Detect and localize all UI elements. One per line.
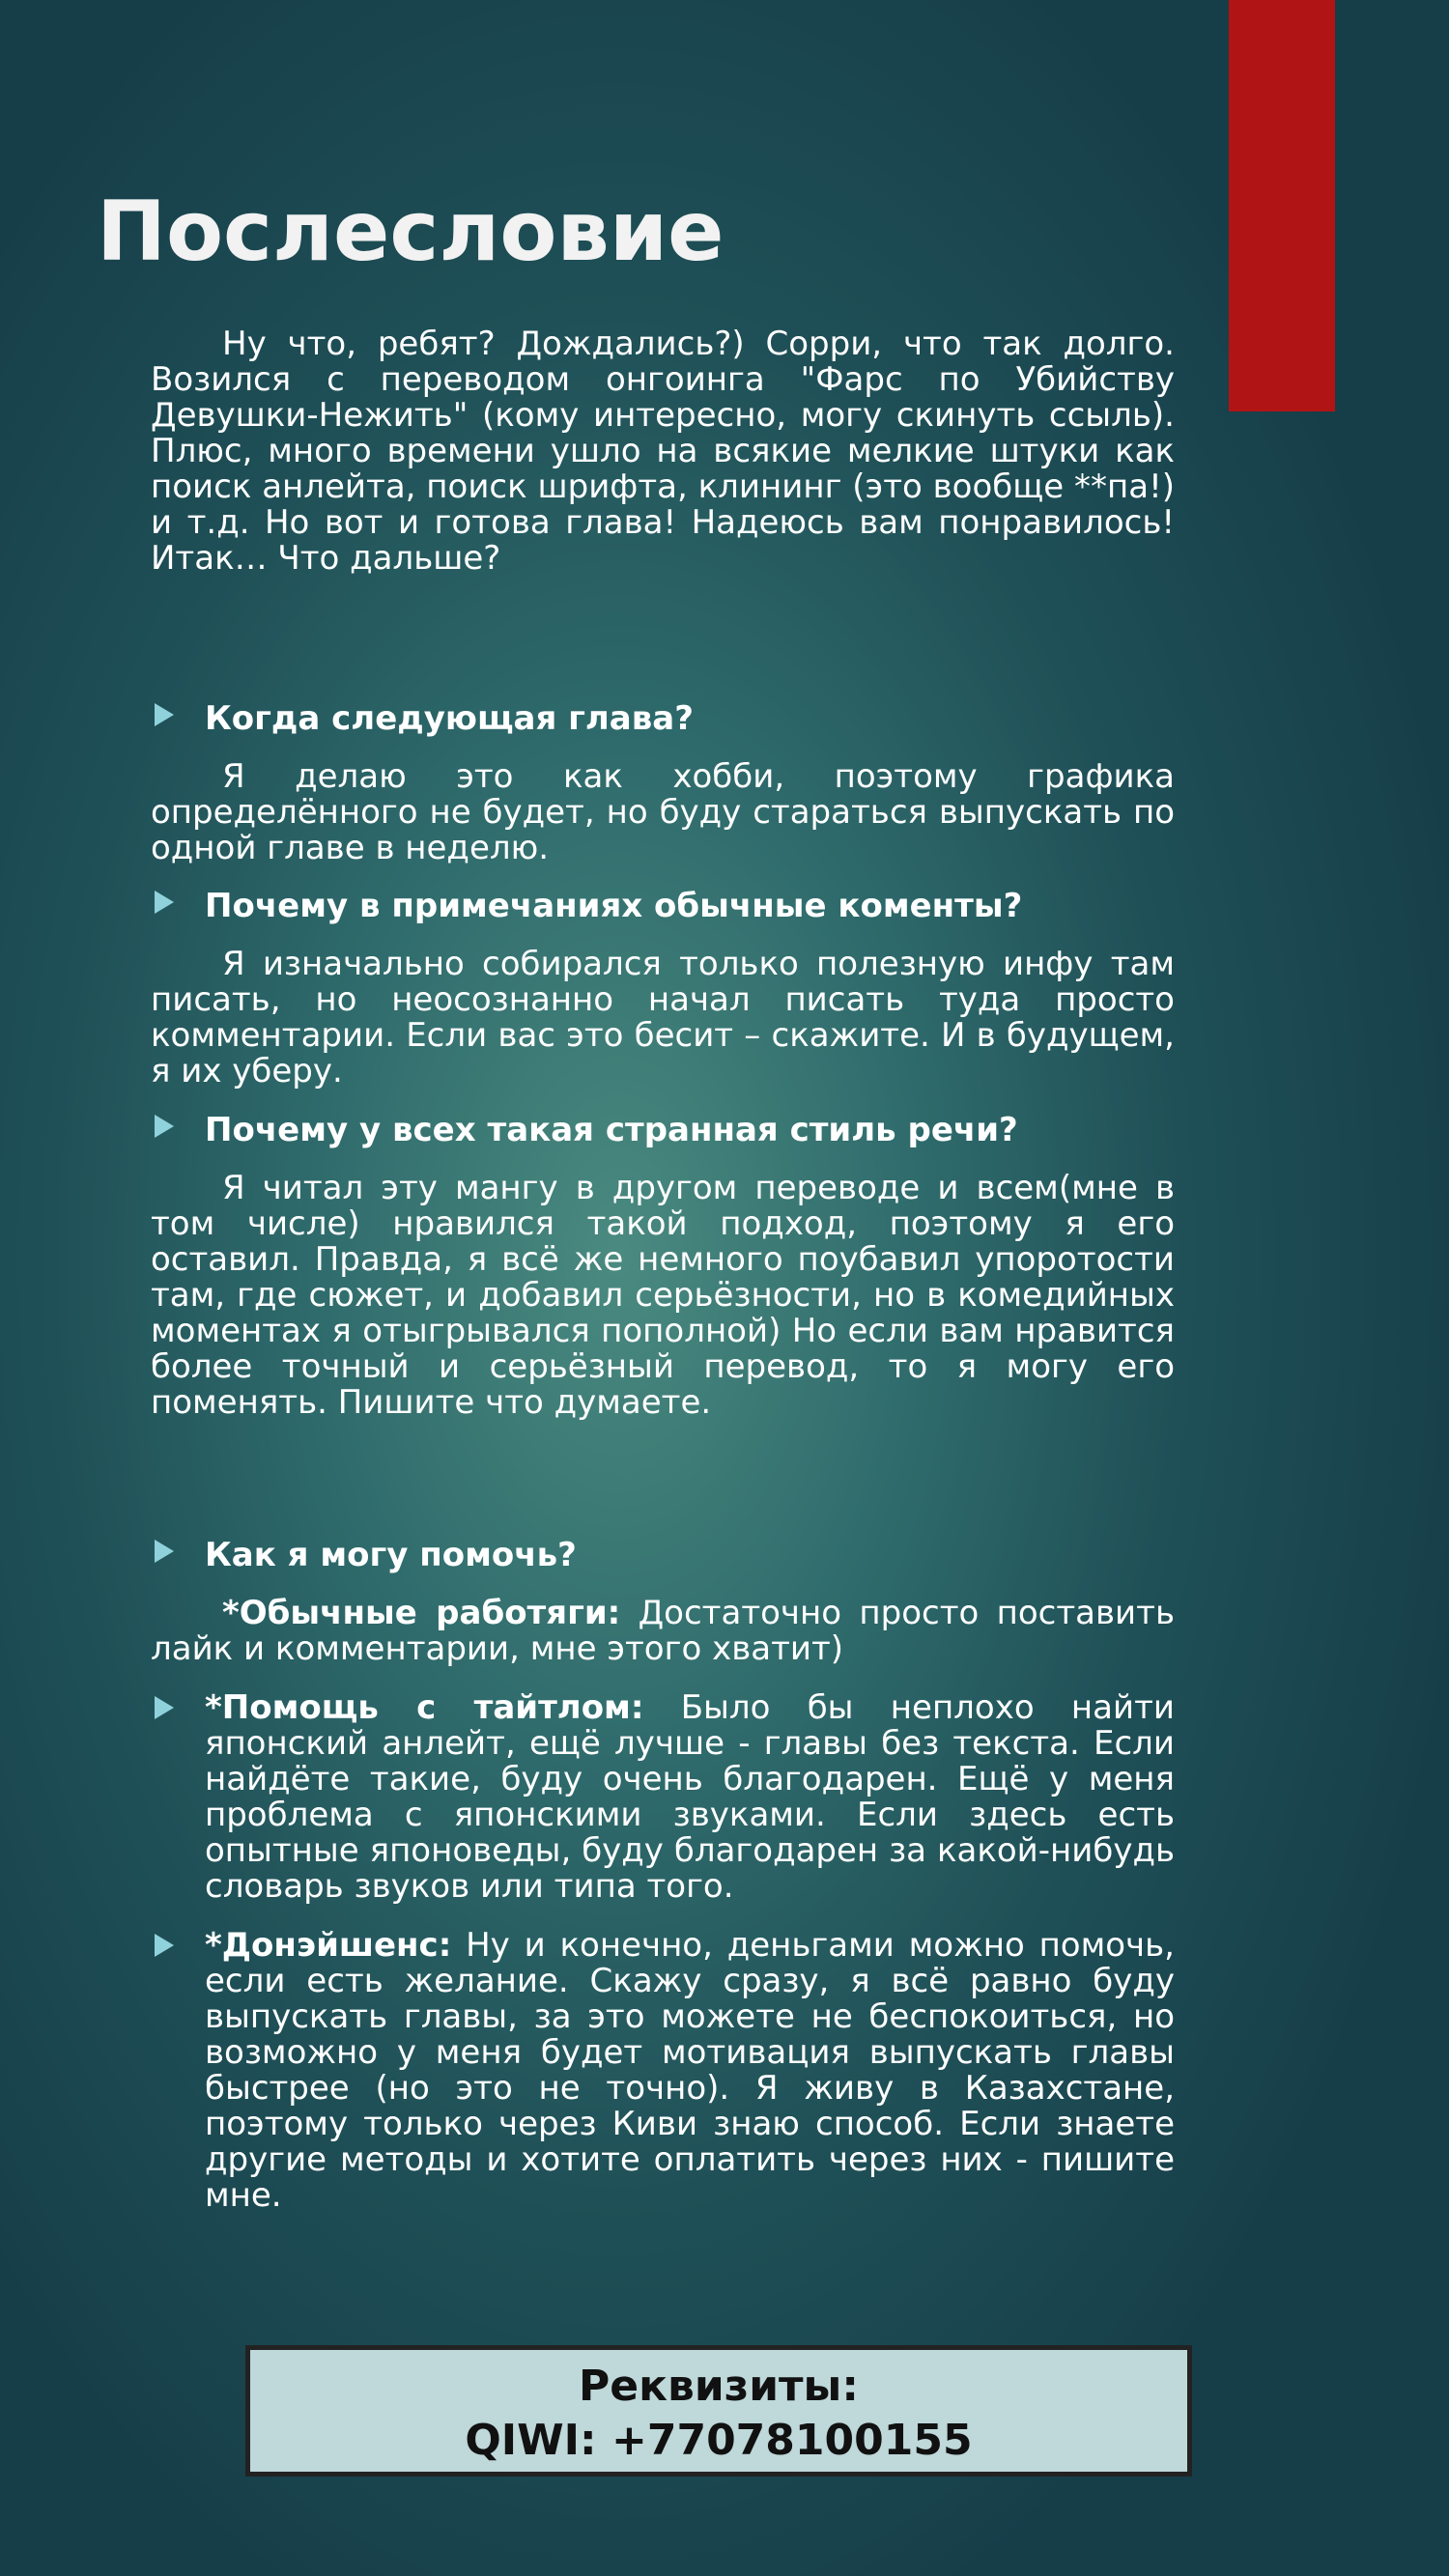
help-workers-paragraph bbox=[151, 1596, 1175, 1667]
help-title-item bbox=[155, 1690, 1175, 1905]
faq-answer-notes: Я изначально собирался только полезную инфу там писать, но неосознанно начал писать туда просто комментарии. Если вас это бесит – скажите. И в будущем, я их уберу. bbox=[151, 945, 1175, 1090]
faq-question-text: Почему у всех такая странная стиль речи? bbox=[205, 1111, 1018, 1149]
page-title: Послесловие bbox=[97, 184, 724, 280]
faq-question-text: Когда следующая глава? bbox=[205, 699, 694, 738]
help-question bbox=[155, 1536, 1179, 1574]
help-workers-label: *Обычные работяги: bbox=[222, 1594, 621, 1632]
faq-question-notes bbox=[155, 887, 1179, 925]
help-title-label: *Помощь с тайтлом: bbox=[205, 1688, 644, 1727]
faq-question-next-chapter bbox=[155, 699, 1179, 738]
help-donation-text: Ну и конечно, деньгами можно помочь, если есть желание. Скажу сразу, я всё равно буду выпускать главы, за это можете не беспокоиться, но возможно у меня будет мотивация выпускать главы быстрее (но это не точно). Я живу в Казахстане, поэтому только через Киви знаю способ. Если знаете другие методы и хотите оплатить через них - пишите мне. bbox=[205, 1926, 1175, 2215]
faq-answer-speech-style: Я читал эту мангу в другом переводе и всем(мне в том числе) нравился такой подход, поэтому я его оставил. Правда, я всё же немного поубавил упоротости там, где сюжет, и добавил серьёзности, но в комедийных моментах я отыгрывался пополной) Но если вам нравится более точный и серьёзный перевод, то я могу его поменять. Пишите что думаете. bbox=[151, 1169, 1175, 1422]
faq-answer-next-chapter: Я делаю это как хобби, поэтому графика определённого не будет, но буду стараться выпускать по одной главе в неделю. bbox=[151, 757, 1175, 867]
help-donation-item bbox=[155, 1928, 1175, 2214]
bullet-triangle-icon bbox=[155, 1934, 174, 1957]
help-question-text: Как я могу помочь? bbox=[205, 1536, 577, 1574]
faq-question-speech-style bbox=[155, 1111, 1179, 1149]
bullet-triangle-icon bbox=[155, 703, 174, 726]
help-title-text: Было бы неплохо найти японский анлейт, ещё лучше - главы без текста. Если найдёте такие, буду очень благодарен. Ещё у меня проблема с японскими звуками. Если здесь есть опытные японоведы, буду благодарен за какой-нибудь словарь звуков или типа того. bbox=[205, 1688, 1175, 1906]
help-workers-text: Достаточно просто поставить лайк и комментарии, мне этого хватит) bbox=[151, 1594, 1175, 1668]
bullet-triangle-icon bbox=[155, 1540, 174, 1563]
bullet-triangle-icon bbox=[155, 891, 174, 914]
help-title-paragraph bbox=[205, 1690, 1175, 1905]
bullet-triangle-icon bbox=[155, 1696, 174, 1719]
intro-paragraph: Ну что, ребят? Дождались?) Сорри, что так долго. Возился с переводом онгоинга "Фарс по Убийству Девушки-Нежить" (кому интересно, могу скинуть ссыль). Плюс, много времени ушло на всякие мелкие штуки как поиск анлейта, поиск шрифта, клининг (это вообще **па!) и т.д. Но вот и готова глава! Надеюсь вам понравилось! Итак… Что дальше? bbox=[151, 325, 1175, 578]
faq-question-text: Почему в примечаниях обычные коменты? bbox=[205, 887, 1023, 925]
help-donation-label: *Донэйшенс: bbox=[205, 1926, 452, 1965]
requisites-label: Реквизиты: bbox=[579, 2362, 859, 2411]
bullet-triangle-icon bbox=[155, 1115, 174, 1138]
help-donation-paragraph bbox=[205, 1928, 1175, 2214]
decorative-red-bar bbox=[1229, 0, 1335, 411]
requisites-box bbox=[245, 2345, 1192, 2477]
requisites-qiwi: QIWI: +77078100155 bbox=[465, 2416, 973, 2465]
